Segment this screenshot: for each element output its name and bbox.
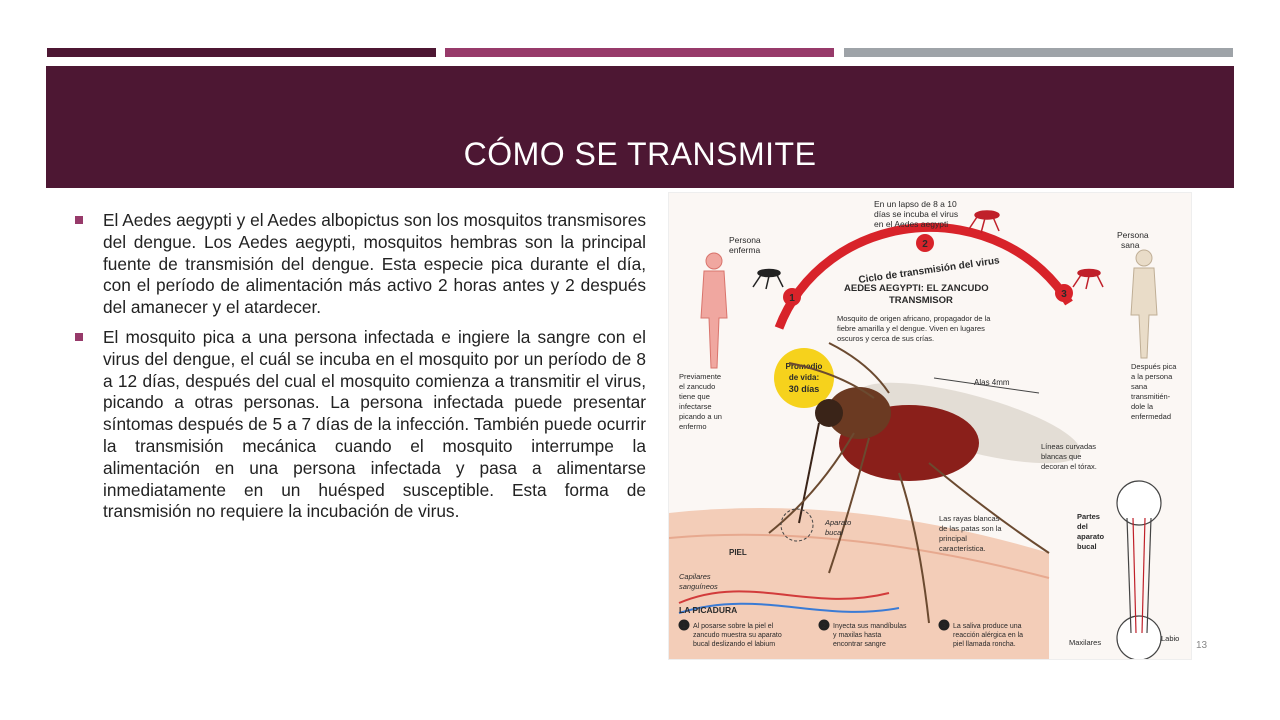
mosquito-desc-3: oscuros y cerca de sus crías. <box>837 334 935 343</box>
svg-text:principal: principal <box>939 534 967 543</box>
sick-person-label-1: Persona <box>729 235 761 245</box>
bite-step-3-text <box>953 623 1023 648</box>
sick-person-icon <box>701 253 727 368</box>
healthy-person-icon <box>1131 250 1157 358</box>
cycle-step-2-number: 2 <box>922 239 928 250</box>
left-note <box>679 372 722 431</box>
bullet-item <box>72 327 646 523</box>
svg-text:el zancudo: el zancudo <box>679 382 716 391</box>
svg-text:dole la: dole la <box>1131 402 1154 411</box>
accent-bar-magenta <box>445 48 834 57</box>
slide-content <box>72 210 646 531</box>
cycle-step-3-number: 3 <box>1061 289 1067 300</box>
svg-text:Líneas curvadas: Líneas curvadas <box>1041 442 1097 451</box>
capillaries-label-1: Capilares <box>679 572 711 581</box>
svg-text:decoran el tórax.: decoran el tórax. <box>1041 462 1097 471</box>
svg-text:sana: sana <box>1131 382 1148 391</box>
square-bullet-icon <box>75 333 83 341</box>
mouth-parts-diagram <box>1117 481 1161 660</box>
top-note-line-2: días se incuba el virus <box>874 209 959 219</box>
svg-text:Inyecta sus mandíbulas: Inyecta sus mandíbulas <box>833 623 907 630</box>
svg-text:y maxilas hasta: y maxilas hasta <box>833 632 882 639</box>
svg-text:picando a un: picando a un <box>679 412 722 421</box>
bite-title: LA PICADURA <box>679 605 738 615</box>
life-span-line-3: 30 días <box>788 384 820 394</box>
cycle-title: Ciclo de transmisión del virus <box>857 255 1001 286</box>
healthy-person-label-2: sana <box>1121 240 1140 250</box>
mouth-label-2: bucal <box>825 528 843 537</box>
svg-text:blancas que: blancas que <box>1041 452 1082 461</box>
life-span-line-1: Promedio <box>785 362 823 371</box>
cycle-step-1-number: 1 <box>789 293 795 304</box>
svg-text:característica.: característica. <box>939 544 986 553</box>
mosquito-heading-2: TRANSMISOR <box>889 295 953 306</box>
mouth-label-1: Aparato <box>825 518 852 527</box>
mosquito-heading-1: AEDES AEGYPTI: EL ZANCUDO <box>844 283 989 294</box>
svg-text:Partes: Partes <box>1077 512 1100 521</box>
maxillae-label: Maxilares <box>1069 638 1102 647</box>
accent-bar-grey <box>844 48 1233 57</box>
bite-step-1-text <box>693 623 782 648</box>
svg-text:transmitién-: transmitién- <box>1131 392 1171 401</box>
capillaries-label-2: sanguíneos <box>679 582 718 591</box>
top-note-line-3: en el Aedes aegypti <box>874 219 949 229</box>
labium-label: Labio <box>1161 634 1180 643</box>
svg-text:del: del <box>1077 522 1088 531</box>
accent-bar-dark <box>47 48 436 57</box>
life-span-line-2: de vida: <box>788 373 820 382</box>
mosquito-small-icon <box>1073 270 1103 290</box>
svg-text:bucal: bucal <box>1077 542 1097 551</box>
top-note-line-1: En un lapso de 8 a 10 <box>874 199 957 209</box>
bite-step-3-number: 3 <box>942 623 946 630</box>
mosquito-desc-1: Mosquito de origen africano, propagador de la <box>837 314 991 323</box>
sick-person-label-2: enferma <box>729 245 761 255</box>
svg-text:Las rayas blancas: Las rayas blancas <box>939 514 1000 523</box>
svg-text:bucal deslizando el labium: bucal deslizando el labium <box>693 641 776 648</box>
transmission-infographic <box>668 192 1192 660</box>
svg-text:tiene que: tiene que <box>679 392 710 401</box>
mosquito-small-icon <box>753 270 783 290</box>
svg-text:reacción alérgica en la: reacción alérgica en la <box>953 632 1024 639</box>
svg-text:enfermedad: enfermedad <box>1131 412 1172 421</box>
svg-text:encontrar sangre: encontrar sangre <box>833 641 886 648</box>
svg-text:de las patas son la: de las patas son la <box>939 524 1002 533</box>
bite-step-1-number: 1 <box>682 623 686 630</box>
slide-title: CÓMO SE TRANSMITE <box>463 136 817 172</box>
mouth-parts-note <box>1077 512 1105 551</box>
svg-text:zancudo muestra su aparato: zancudo muestra su aparato <box>693 632 782 639</box>
mosquito-desc-2: fiebre amarilla y el dengue. Viven en lugares <box>837 324 985 333</box>
svg-text:La saliva produce una: La saliva produce una <box>953 623 1022 630</box>
svg-text:piel llamada roncha.: piel llamada roncha. <box>953 641 1016 648</box>
svg-text:Previamente: Previamente <box>679 372 722 381</box>
svg-text:a la persona: a la persona <box>1131 372 1173 381</box>
skin-label: PIEL <box>729 548 747 557</box>
svg-text:Después pica: Después pica <box>1131 362 1177 371</box>
bullet-list <box>72 210 646 523</box>
bullet-text: El mosquito pica a una persona infectada e ingiere la sangre con el virus del dengue, el cuál se incuba en el mosquito por un período de 8 a 12 días, después del cual el mosquito comienza a transmitir el virus, picando a otras personas. La persona infectada puede presentar síntomas después de 5 a 7 días de la infección. También puede ocurrir la transmisión mecánica cuando el mosquito interrumpe la alimentación en una persona infectada y pasa a alimentarse inmediatamente en un huésped susceptible. Esta forma de transmisión no requiere la incubación de virus. <box>103 326 646 522</box>
bite-step-2-number: 2 <box>822 623 826 630</box>
thorax-note <box>1041 442 1097 471</box>
svg-text:aparato: aparato <box>1077 532 1105 541</box>
bullet-item <box>72 210 646 319</box>
svg-text:infectarse: infectarse <box>679 402 712 411</box>
healthy-person-label-1: Persona <box>1117 230 1149 240</box>
page-number: 13 <box>1196 640 1208 651</box>
svg-text:enfermo: enfermo <box>679 422 707 431</box>
right-note <box>1131 362 1177 421</box>
wings-label: Alas 4mm <box>974 378 1010 387</box>
bullet-text: El Aedes aegypti y el Aedes albopictus son los mosquitos transmisores del dengue. Los Aedes aegypti, mosquitos hembras son la principal fuente de transmisión del dengue. Esta especie pica durante el día, con el período de alimentación más activo 2 horas antes y 2 después del amanecer y el atardecer. <box>103 210 646 318</box>
square-bullet-icon <box>75 216 83 224</box>
svg-text:Al posarse sobre la piel el: Al posarse sobre la piel el <box>693 623 774 630</box>
